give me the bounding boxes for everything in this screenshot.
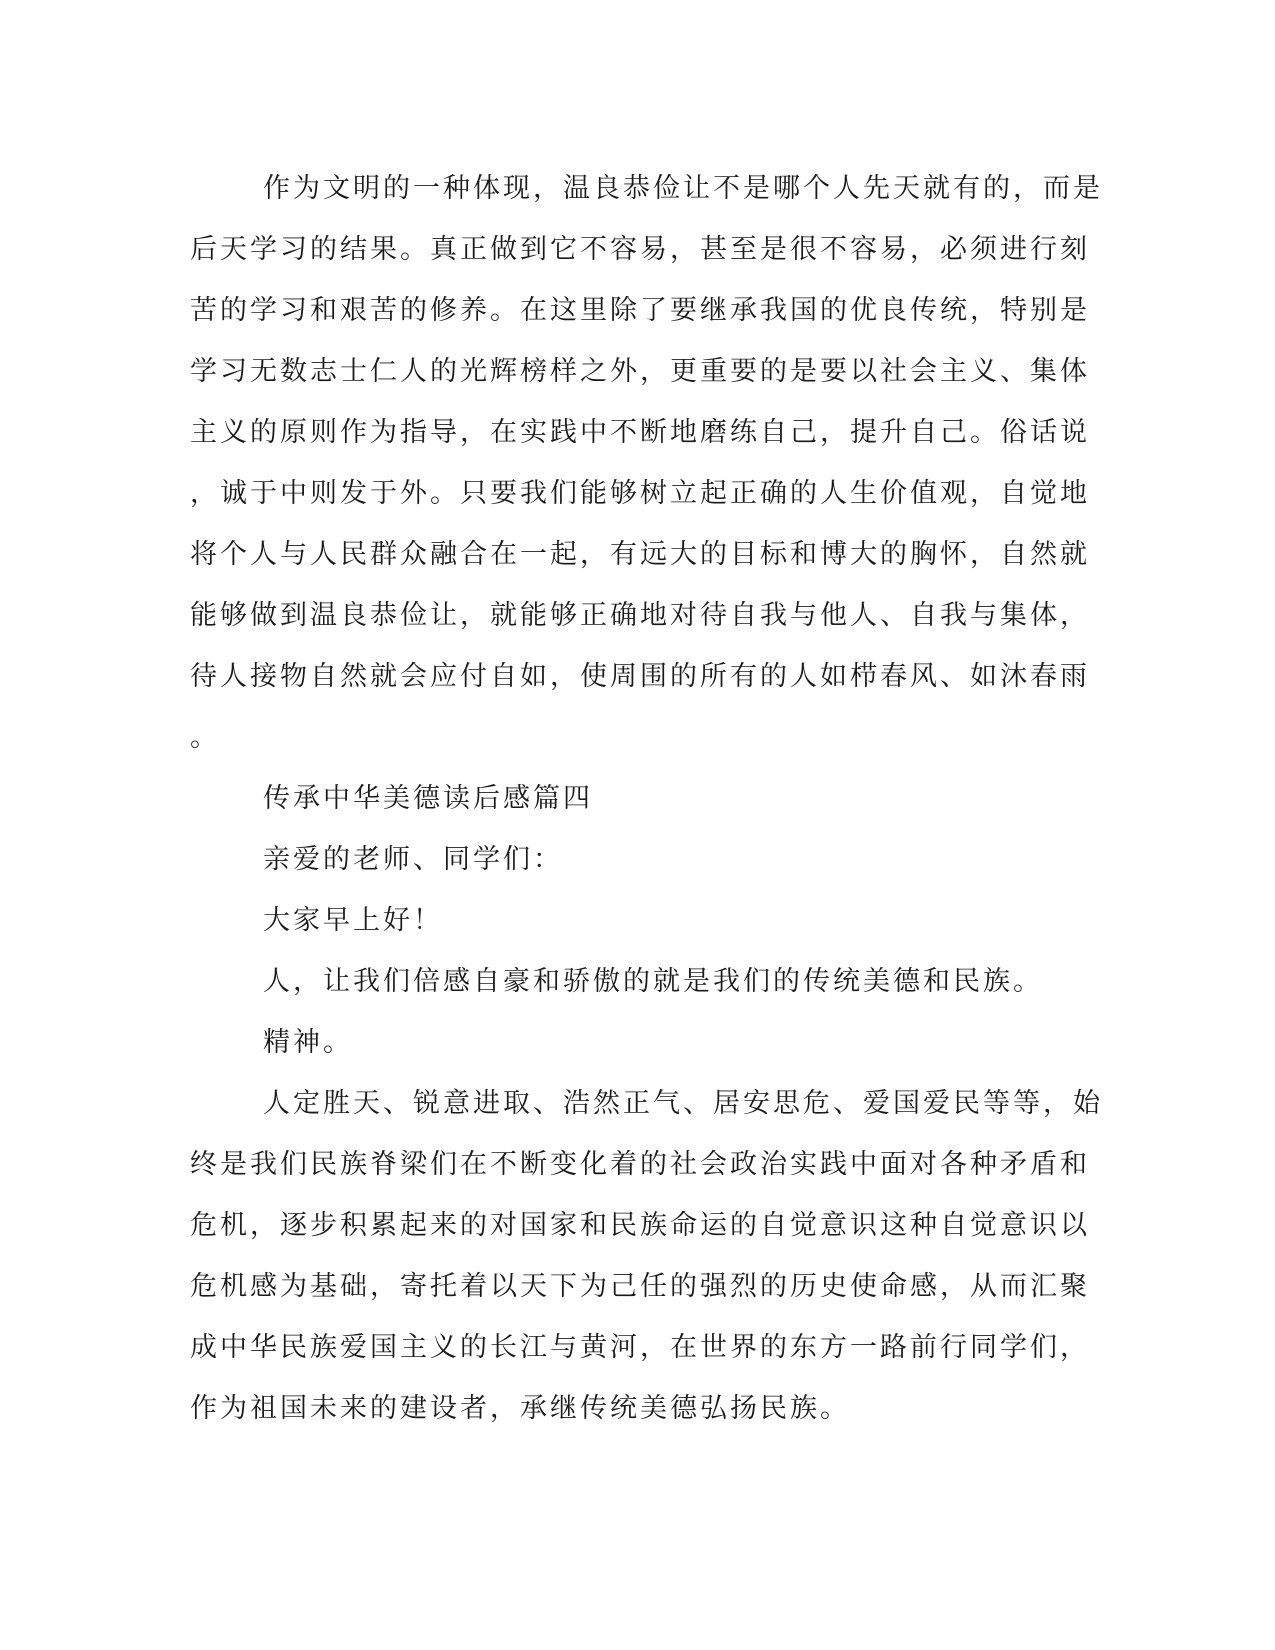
text-line: 危机，逐步积累起来的对国家和民族命运的自觉意识这种自觉意识以 xyxy=(190,1210,1090,1241)
text-line: 后天学习的结果。真正做到它不容易，甚至是很不容易，必须进行刻 xyxy=(190,234,1090,265)
text-line: 作为祖国未来的建设者，承继传统美德弘扬民族。 xyxy=(190,1393,850,1424)
text-line: 。 xyxy=(190,722,220,753)
text-line: 人，让我们倍感自豪和骄傲的就是我们的传统美德和民族。 xyxy=(263,966,1043,997)
greeting: 大家早上好！ xyxy=(263,905,443,936)
section-heading: 传承中华美德读后感篇四 xyxy=(263,783,593,814)
text-line: 苦的学习和艰苦的修养。在这里除了要继承我国的优良传统，特别是 xyxy=(190,295,1090,326)
text-line: 成中华民族爱国主义的长江与黄河，在世界的东方一路前行同学们， xyxy=(190,1332,1090,1363)
text-line: ，诚于中则发于外。只要我们能够树立起正确的人生价值观，自觉地 xyxy=(190,478,1090,509)
text-line: 将个人与人民群众融合在一起，有远大的目标和博大的胸怀，自然就 xyxy=(190,539,1090,570)
text-line: 待人接物自然就会应付自如，使周围的所有的人如栉春风、如沐春雨 xyxy=(190,661,1090,692)
text-line: 能够做到温良恭俭让，就能够正确地对待自我与他人、自我与集体， xyxy=(190,600,1090,631)
text-line: 学习无数志士仁人的光辉榜样之外，更重要的是要以社会主义、集体 xyxy=(190,356,1090,387)
text-line: 主义的原则作为指导，在实践中不断地磨练自己，提升自己。俗话说 xyxy=(190,417,1090,448)
text-line: 作为文明的一种体现，温良恭俭让不是哪个人先天就有的，而是 xyxy=(263,173,1103,204)
document-body xyxy=(190,158,1103,1439)
salutation: 亲爱的老师、同学们： xyxy=(263,844,563,875)
text-line: 精神。 xyxy=(263,1027,353,1058)
text-line: 危机感为基础，寄托着以天下为己任的强烈的历史使命感，从而汇聚 xyxy=(190,1271,1090,1302)
text-line: 终是我们民族脊梁们在不断变化着的社会政治实践中面对各种矛盾和 xyxy=(190,1149,1090,1180)
text-line: 人定胜天、锐意进取、浩然正气、居安思危、爱国爱民等等，始 xyxy=(263,1088,1103,1119)
